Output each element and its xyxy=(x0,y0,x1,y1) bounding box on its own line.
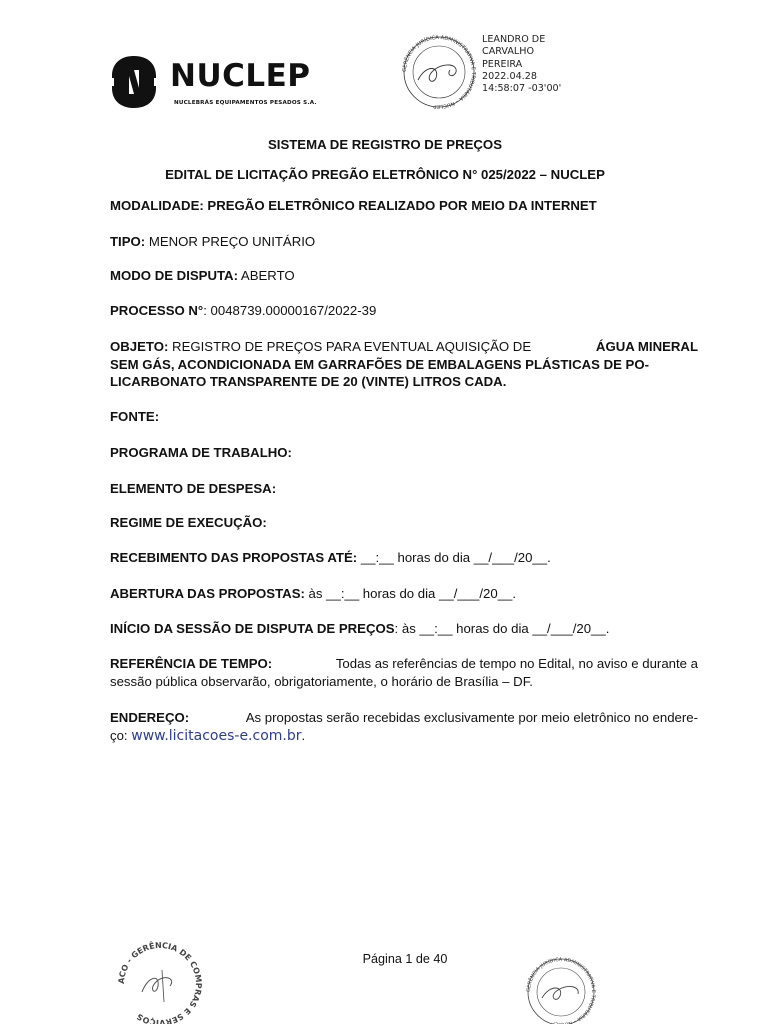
page-number: Página 1 de 40 xyxy=(362,952,448,966)
tipo-label: TIPO: xyxy=(110,234,146,249)
nuclep-logo xyxy=(108,54,348,114)
signer-line: CARVALHO xyxy=(482,46,535,58)
edital-title: EDITAL DE LICITAÇÃO PREGÃO ELETRÔNICO N° 025/2022 – NUCLEP xyxy=(165,167,605,182)
signature-date: 2022.04.28 xyxy=(482,70,537,82)
endereco-label: ENDEREÇO: xyxy=(110,710,190,725)
tipo-value: MENOR PREÇO UNITÁRIO xyxy=(145,234,316,249)
elemento-despesa-field: ELEMENTO DE DESPESA: xyxy=(110,481,277,496)
modo-disputa-label: MODO DE DISPUTA: xyxy=(110,268,238,283)
referencia-text-1: Todas as referências de tempo no Edital, no aviso e durante a xyxy=(335,656,698,671)
objeto-bold-2: SEM GÁS, ACONDICIONADA EM GARRAFÕES DE EMBALAGENS PLÁSTICAS DE PO- xyxy=(110,356,650,372)
processo-field xyxy=(110,302,698,320)
juridica-stamp-icon xyxy=(518,954,604,1024)
logo-name: NUCLEP xyxy=(170,58,311,94)
endereco-after: . xyxy=(301,727,306,743)
processo-value: : 0048739.00000167/2022-39 xyxy=(203,303,377,318)
modo-disputa-field xyxy=(110,267,698,285)
modalidade-field: MODALIDADE: PREGÃO ELETRÔNICO REALIZADO POR MEIO DA INTERNET xyxy=(110,198,597,213)
endereco-text-1: As propostas serão recebidas exclusivamente por meio eletrônico no endere- xyxy=(245,710,698,725)
objeto-bold-3: LICARBONATO TRANSPARENTE DE 20 (VINTE) LITROS CADA. xyxy=(110,374,507,390)
regime-execucao-field: REGIME DE EXECUÇÃO: xyxy=(110,515,267,530)
endereco-text-2: ço: xyxy=(110,727,132,743)
tipo-field xyxy=(110,233,698,251)
system-title: SISTEMA DE REGISTRO DE PREÇOS xyxy=(268,137,502,152)
recebimento-field xyxy=(110,549,698,567)
nuclep-logo-icon xyxy=(108,54,160,110)
objeto-field xyxy=(110,338,698,391)
licitacoes-link[interactable]: www.licitacoes-e.com.br xyxy=(131,727,302,744)
signer-line: LEANDRO DE xyxy=(482,34,546,45)
recebimento-label: RECEBIMENTO DAS PROPOSTAS ATÉ: xyxy=(110,550,358,565)
objeto-label: OBJETO: xyxy=(110,339,169,354)
recebimento-value: __:__ horas do dia __/___/20__. xyxy=(357,550,551,565)
inicio-sessao-field xyxy=(110,620,698,638)
svg-text:GERÊNCIA JURÍDICA ADMINISTRATI: GERÊNCIA JURÍDICA ADMINISTRATIVA E TRIBUTÁRIA – NUCLEP xyxy=(401,34,477,110)
signer-line: PEREIRA xyxy=(482,58,523,70)
aco-stamp-icon xyxy=(114,940,206,1024)
inicio-sessao-value: : às __:__ horas do dia __/___/20__. xyxy=(394,621,610,636)
referencia-tempo-field xyxy=(110,655,698,690)
objeto-bold-1: ÁGUA MINERAL xyxy=(595,339,698,354)
referencia-label: REFERÊNCIA DE TEMPO: xyxy=(110,656,273,671)
abertura-field xyxy=(110,585,698,603)
abertura-value: às __:__ horas do dia __/___/20__. xyxy=(304,586,517,601)
fonte-field: FONTE: xyxy=(110,409,160,424)
digital-signature-seal-icon xyxy=(396,34,482,110)
modo-disputa-value: ABERTO xyxy=(237,268,295,283)
referencia-text-2: sessão pública observarão, obrigatoriamente, o horário de Brasília – DF. xyxy=(110,673,533,689)
programa-trabalho-field: PROGRAMA DE TRABALHO: xyxy=(110,445,292,460)
abertura-label: ABERTURA DAS PROPOSTAS: xyxy=(110,586,305,601)
logo-subtitle: NUCLEBRÁS EQUIPAMENTOS PESADOS S.A. xyxy=(174,100,317,106)
signature-time: 14:58:07 -03'00' xyxy=(482,83,562,95)
svg-text:GERÊNCIA JURÍDICA ADMINISTRATI: GERÊNCIA JURÍDICA ADMINISTRATIVA E TRIBUTÁRIA – NUCLEP xyxy=(525,956,597,1024)
endereco-field xyxy=(110,709,698,745)
svg-text:ACO - GERÊNCIA DE COMPRAS E SE: ACO - GERÊNCIA DE COMPRAS E SERVIÇOS xyxy=(116,940,204,1024)
digital-signature-text xyxy=(482,34,561,95)
inicio-sessao-label: INÍCIO DA SESSÃO DE DISPUTA DE PREÇOS xyxy=(110,621,395,636)
objeto-text: REGISTRO DE PREÇOS PARA EVENTUAL AQUISIÇÃO DE xyxy=(168,339,532,354)
processo-label: PROCESSO N° xyxy=(110,303,204,318)
